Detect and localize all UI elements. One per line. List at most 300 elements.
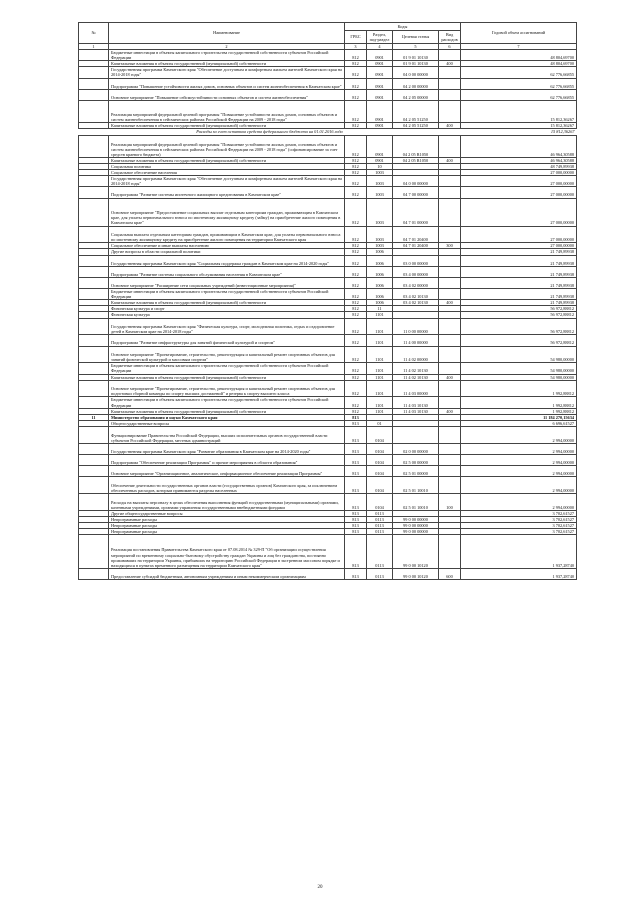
row-razdel: 1003: [367, 198, 393, 226]
row-vr: 400: [439, 374, 461, 380]
row-num: [79, 135, 109, 157]
row-name: Капитальные вложения в объекты государственной (муниципальной) собственности: [109, 123, 345, 129]
row-grbs: 812: [345, 50, 367, 61]
header-num: №: [79, 23, 109, 44]
row-num: [79, 477, 109, 494]
row-sum: 27 000,00000: [461, 226, 577, 243]
row-sum: 62 776,66855: [461, 78, 577, 89]
table-row: [79, 397, 577, 408]
row-grbs: 813: [345, 454, 367, 465]
row-grbs: 812: [345, 100, 367, 122]
row-cs: 04 7 01 00000: [393, 198, 439, 226]
row-grbs: 813: [345, 494, 367, 511]
row-razdel: 1101: [367, 397, 393, 408]
row-grbs: 812: [345, 67, 367, 78]
row-sum: 46 964,30588: [461, 135, 577, 157]
row-name: Обеспечение деятельности государственных органов власти (государственных органов) Камчатского края, за исключением обеспеченных расходов, которым принимаются разделы населенных: [109, 477, 345, 494]
row-grbs: 812: [345, 164, 367, 170]
row-vr: [439, 477, 461, 494]
row-name: Физическая культура и спорт: [109, 306, 345, 312]
table-row: [79, 568, 577, 579]
row-name: Основное мероприятие "Проектирование, строительство, реконструкция и капитальный ремонт спортивных объектов для занятий физической культурой и массовым спортом": [109, 346, 345, 363]
row-grbs: 813: [345, 426, 367, 443]
row-razdel: 1101: [367, 408, 393, 414]
row-name: Подпрограмма "Обеспечение реализации Программы" и прочие мероприятия в области образования": [109, 454, 345, 465]
row-name: Другие общегосударственные вопросы: [109, 510, 345, 516]
table-row: [79, 477, 577, 494]
row-grbs: 812: [345, 306, 367, 312]
row-razdel: 10: [367, 164, 393, 170]
row-sum: 62 776,66855: [461, 89, 577, 100]
row-grbs: 812: [345, 408, 367, 414]
row-grbs: 813: [345, 420, 367, 426]
row-num: [79, 226, 109, 243]
header-grbs: ГРБС: [345, 31, 367, 44]
row-grbs: 813: [345, 516, 367, 522]
row-razdel: 0113: [367, 516, 393, 522]
row-num: [79, 426, 109, 443]
table-row: [79, 466, 577, 477]
row-razdel: 1003: [367, 170, 393, 176]
header-cs: Целевая статья: [393, 31, 439, 44]
row-razdel: 0113: [367, 523, 393, 529]
row-sum: 54 980,00000: [461, 374, 577, 380]
row-grbs: 812: [345, 277, 367, 288]
table-row: [79, 135, 577, 157]
row-razdel: 0901: [367, 50, 393, 61]
row-razdel: 0901: [367, 61, 393, 67]
row-razdel: 0104: [367, 466, 393, 477]
row-vr: [439, 176, 461, 187]
row-name: Государственная программа Камчатского края "Физическая культура, спорт, молодежная политика, отдых и оздоровление детей в Камчатском крае на 2014-2018 годы": [109, 318, 345, 335]
row-cs: 99 0 00 00000: [393, 523, 439, 529]
row-sum: 3 702,61527: [461, 510, 577, 516]
row-razdel: 0901: [367, 78, 393, 89]
row-num: [79, 454, 109, 465]
row-cs: 02 5 01 10010: [393, 477, 439, 494]
row-num: [79, 335, 109, 346]
row-grbs: 812: [345, 300, 367, 306]
header-vr: Вид расходов: [439, 31, 461, 44]
row-razdel: 0104: [367, 494, 393, 511]
row-razdel: 0113: [367, 535, 393, 569]
row-razdel: 1003: [367, 226, 393, 243]
row-num: [79, 318, 109, 335]
row-vr: [439, 67, 461, 78]
row-vr: [439, 335, 461, 346]
row-grbs: 812: [345, 380, 367, 397]
row-cs: 02 5 00 00000: [393, 454, 439, 465]
row-cs: 11 4 02 10130: [393, 374, 439, 380]
row-cs: 02 5 01 00000: [393, 466, 439, 477]
table-row: [79, 78, 577, 89]
row-num: [79, 494, 109, 511]
row-cs: 04 2 05 51250: [393, 123, 439, 129]
row-cs: 99 0 00 00000: [393, 516, 439, 522]
row-sum: 1 992,88812: [461, 397, 577, 408]
row-grbs: 812: [345, 335, 367, 346]
row-vr: [439, 198, 461, 226]
row-num: [79, 67, 109, 78]
row-name: Основное мероприятие "Организационное, аналитическое, информационное обеспечение реализации Программы": [109, 466, 345, 477]
row-name: Реализация мероприятий федеральной целевой программы "Повышение устойчивости жилых домов, основных объектов и систем жизнеобеспечения в сейсмических районах Российской Федерации на 2009 - 2018 годы" (софинансирование за счет средств краевого бюджета): [109, 135, 345, 157]
row-cs: 03 0 00 00000: [393, 255, 439, 266]
row-vr: 400: [439, 408, 461, 414]
row-cs: 04 2 05 R1050: [393, 157, 439, 163]
row-cs: 04 7 00 00000: [393, 187, 439, 198]
table-row: [79, 255, 577, 266]
row-vr: [439, 277, 461, 288]
row-name: Социальное обеспечение и иные выплаты населению: [109, 243, 345, 249]
table-row: [79, 187, 577, 198]
row-vr: [439, 100, 461, 122]
row-vr: [439, 535, 461, 569]
table-row: [79, 289, 577, 300]
row-name: Непрограммные расходы: [109, 529, 345, 535]
row-grbs: 813: [345, 414, 367, 420]
table-row: [79, 454, 577, 465]
colnum: 5: [393, 44, 439, 50]
row-name: Непрограммные расходы: [109, 523, 345, 529]
row-sum: 2 994,00000: [461, 443, 577, 454]
row-sum: 2 994,00000: [461, 477, 577, 494]
row-vr: [439, 266, 461, 277]
colnum: 3: [345, 44, 367, 50]
row-razdel: 0901: [367, 89, 393, 100]
row-cs: 04 2 05 R1050: [393, 135, 439, 157]
row-sum: 2 994,00000: [461, 466, 577, 477]
header-razdel: Раздел, под-раздел: [367, 31, 393, 44]
row-grbs: 812: [345, 289, 367, 300]
row-name: Расходы на выплаты персоналу в целях обеспечения выполнения функций государственными (муниципальными) органами, казенными учреждениями, органами управления государственными внебюджетными фондами: [109, 494, 345, 511]
row-razdel: 1006: [367, 249, 393, 255]
row-cs: 01 9 01 10130: [393, 61, 439, 67]
row-vr: [439, 255, 461, 266]
row-razdel: 1101: [367, 346, 393, 363]
row-razdel: 1101: [367, 374, 393, 380]
row-razdel: 1101: [367, 363, 393, 374]
row-grbs: 812: [345, 255, 367, 266]
colnum: 1: [79, 44, 109, 50]
row-cs: 03 4 02 10130: [393, 289, 439, 300]
row-sum: 2 994,00000: [461, 454, 577, 465]
row-name: Основное мероприятие "Повышение сейсмоустойчивости основных объектов и систем жизнеобеспечения": [109, 89, 345, 100]
row-vr: [439, 89, 461, 100]
row-vr: 400: [439, 300, 461, 306]
row-razdel: 1006: [367, 289, 393, 300]
row-cs: [393, 426, 439, 443]
row-grbs: 812: [345, 318, 367, 335]
row-cs: 99 0 00 10120: [393, 535, 439, 569]
row-num: [79, 277, 109, 288]
row-name: Основное мероприятие "Предоставление социальных выплат отдельным категориям граждан, проживающим в Камчатском крае, для уплаты первоначального взноса по ипотечному жилищному кредиту (займу) на приобретение жилого помещения в Камчатском крае": [109, 198, 345, 226]
row-cs: 02 5 01 10010: [393, 494, 439, 511]
row-name: Министерство образования и науки Камчатского края: [109, 414, 345, 420]
row-sum: 21 749,89938: [461, 277, 577, 288]
row-sum: 2 994,00000: [461, 426, 577, 443]
row-num: [79, 198, 109, 226]
row-razdel: 1006: [367, 277, 393, 288]
row-vr: 400: [439, 61, 461, 67]
row-grbs: 813: [345, 510, 367, 516]
row-sum: 27 000,00000: [461, 176, 577, 187]
row-num: [79, 176, 109, 187]
row-num: [79, 443, 109, 454]
row-sum: 1 992,88812: [461, 408, 577, 414]
row-num: [79, 397, 109, 408]
row-num: [79, 363, 109, 374]
row-grbs: 813: [345, 523, 367, 529]
row-razdel: 1006: [367, 300, 393, 306]
row-grbs: 812: [345, 78, 367, 89]
row-sum: 21 749,89938: [461, 255, 577, 266]
row-vr: [439, 187, 461, 198]
row-vr: 600: [439, 568, 461, 579]
row-cs: 04 2 05 00000: [393, 89, 439, 100]
row-name: Бюджетные инвестиции в объекты капитального строительства государственной собственности субъектов Российской Федерации: [109, 397, 345, 408]
table-row: [79, 426, 577, 443]
row-cs: 04 7 01 20400: [393, 243, 439, 249]
table-row: [79, 198, 577, 226]
row-cs: 11 4 03 10130: [393, 397, 439, 408]
row-cs: 11 4 03 00000: [393, 380, 439, 397]
row-vr: [439, 346, 461, 363]
row-grbs: 812: [345, 397, 367, 408]
row-num: [79, 535, 109, 569]
header-name: Наименование: [109, 23, 345, 44]
row-vr: [439, 397, 461, 408]
row-sum: 21 749,89938: [461, 266, 577, 277]
row-grbs: 812: [345, 61, 367, 67]
table-row: [79, 100, 577, 122]
row-vr: [439, 454, 461, 465]
row-name: Непрограммные расходы: [109, 516, 345, 522]
row-name: Общегосударственные вопросы: [109, 420, 345, 426]
row-grbs: 812: [345, 89, 367, 100]
row-vr: [439, 363, 461, 374]
table-row: [79, 50, 577, 61]
row-cs: 11 4 02 00000: [393, 346, 439, 363]
row-sum: 1 992,88812: [461, 380, 577, 397]
row-grbs: 812: [345, 135, 367, 157]
row-vr: 300: [439, 243, 461, 249]
row-name: Физическая культура: [109, 312, 345, 318]
table-row: [79, 380, 577, 397]
row-razdel: 1006: [367, 255, 393, 266]
row-num: [79, 78, 109, 89]
row-num: [79, 187, 109, 198]
row-vr: [439, 443, 461, 454]
table-body: [79, 50, 577, 580]
table-row: [79, 535, 577, 569]
row-vr: [439, 78, 461, 89]
row-name: Государственная программа Камчатского края "Обеспечение доступным и комфортным жильем жителей Камчатского края на 2014-2018 годы": [109, 67, 345, 78]
row-cs: 04 0 00 00000: [393, 67, 439, 78]
colnum: 7: [461, 44, 577, 50]
row-cs: 04 2 05 51250: [393, 100, 439, 122]
row-razdel: 1003: [367, 187, 393, 198]
row-cs: 03 4 02 00000: [393, 277, 439, 288]
row-name: Капитальные вложения в объекты государственной (муниципальной) собственности: [109, 408, 345, 414]
row-razdel: 0104: [367, 477, 393, 494]
row-razdel: 01: [367, 420, 393, 426]
row-razdel: 1003: [367, 243, 393, 249]
row-grbs: 813: [345, 443, 367, 454]
row-razdel: 1101: [367, 380, 393, 397]
row-grbs: 813: [345, 568, 367, 579]
row-name: Капитальные вложения в объекты государственной (муниципальной) собственности: [109, 374, 345, 380]
row-razdel: 0901: [367, 157, 393, 163]
budget-table: [78, 22, 577, 580]
row-sum: 1 937,28740: [461, 568, 577, 579]
row-num: [79, 255, 109, 266]
row-cs: 03 4 02 10130: [393, 300, 439, 306]
table-row: [79, 226, 577, 243]
row-razdel: 0901: [367, 123, 393, 129]
row-sum: 21 749,89938: [461, 249, 577, 255]
budget-page: [78, 22, 576, 580]
row-grbs: 812: [345, 123, 367, 129]
row-num: [79, 568, 109, 579]
row-num: [79, 346, 109, 363]
row-sum: 2 994,00000: [461, 494, 577, 511]
row-vr: 400: [439, 157, 461, 163]
row-sum: 62 776,66855: [461, 67, 577, 78]
row-sum: 6 696,61527: [461, 420, 577, 426]
row-name: Государственная программа Камчатского края "Социальная поддержка граждан в Камчатском крае на 2014-2020 годы": [109, 255, 345, 266]
row-vr: 100: [439, 494, 461, 511]
row-sum: 54 980,00000: [461, 363, 577, 374]
table-row: [79, 318, 577, 335]
page-number: 20: [317, 885, 323, 890]
table-row: [79, 346, 577, 363]
row-name: Подпрограмма "Повышение устойчивости жилых домов, основных объектов и систем жизнеобеспечения в Камчатском крае": [109, 78, 345, 89]
row-grbs: 812: [345, 312, 367, 318]
row-name: Бюджетные инвестиции в объекты капитального строительства государственной собственности субъектов Российской Федерации: [109, 289, 345, 300]
row-name: Бюджетные инвестиции в объекты капитального строительства государственной собственности субъектов Российской Федерации: [109, 363, 345, 374]
row-sum: 56 972,88812: [461, 306, 577, 312]
row-razdel: 1101: [367, 335, 393, 346]
row-sum: 48 804,69700: [461, 50, 577, 61]
row-grbs: 812: [345, 157, 367, 163]
table-row: [79, 443, 577, 454]
table-row: [79, 277, 577, 288]
row-name: Предоставление субсидий бюджетным, автономным учреждениям и иным некоммерческим организациям: [109, 568, 345, 579]
row-razdel: 1006: [367, 266, 393, 277]
row-num: [79, 100, 109, 122]
row-cs: 11 4 00 00000: [393, 335, 439, 346]
row-sum: 11 184 270,15634: [461, 414, 577, 420]
row-razdel: 0104: [367, 454, 393, 465]
row-sum: 1 937,28740: [461, 535, 577, 569]
row-vr: [439, 135, 461, 157]
row-grbs: 813: [345, 535, 367, 569]
row-razdel: 1101: [367, 318, 393, 335]
row-cs: 01 9 01 10130: [393, 50, 439, 61]
row-razdel: 0104: [367, 443, 393, 454]
row-vr: [439, 318, 461, 335]
row-grbs: 812: [345, 346, 367, 363]
row-sum: 3 702,61527: [461, 529, 577, 535]
row-razdel: 0901: [367, 67, 393, 78]
row-razdel: 0113: [367, 510, 393, 516]
row-vr: [439, 289, 461, 300]
row-cs: 11 4 03 10130: [393, 408, 439, 414]
row-name: Капитальные вложения в объекты государственной (муниципальной) собственности: [109, 157, 345, 163]
row-cs: 99 0 00 00000: [393, 529, 439, 535]
table-row: [79, 494, 577, 511]
note-text: Расходы за счет остатков средств федерального бюджета на 01.01.2016 года: [79, 129, 461, 135]
row-name: Подпрограмма "Развитие системы ипотечного жилищного кредитования в Камчатском крае": [109, 187, 345, 198]
row-num: [79, 50, 109, 61]
row-grbs: 812: [345, 170, 367, 176]
row-name: Социальное обеспечение населения: [109, 170, 345, 176]
row-razdel: 0901: [367, 135, 393, 157]
row-sum: 48 749,89938: [461, 164, 577, 170]
colnum: 2: [109, 44, 345, 50]
row-cs: 02 0 00 00000: [393, 443, 439, 454]
row-cs: 04 0 00 00000: [393, 176, 439, 187]
header-codes: Коды: [345, 23, 461, 31]
row-grbs: 812: [345, 374, 367, 380]
row-sum: 46 964,30588: [461, 157, 577, 163]
row-name: Государственная программа Камчатского края "Развитие образования в Камчатском крае на 2014-2020 годы": [109, 443, 345, 454]
row-num: [79, 466, 109, 477]
row-name: Другие вопросы в области социальной политики: [109, 249, 345, 255]
row-sum: 56 972,88812: [461, 335, 577, 346]
row-vr: [439, 50, 461, 61]
row-grbs: 812: [345, 187, 367, 198]
table-row: [79, 67, 577, 78]
row-cs: 03 4 00 00000: [393, 266, 439, 277]
row-name: Бюджетные инвестиции в объекты капитального строительства государственной собственности субъектов Российской Федерации: [109, 50, 345, 61]
colnum: 6: [439, 44, 461, 50]
row-sum: 27 000,00000: [461, 243, 577, 249]
table-header: [79, 23, 577, 50]
colnum: 4: [367, 44, 393, 50]
row-sum: 48 804,69700: [461, 61, 577, 67]
row-name: Социальная политика: [109, 164, 345, 170]
row-sum: 3 702,61527: [461, 516, 577, 522]
row-sum: 15 812,36267: [461, 100, 577, 122]
row-num: [79, 266, 109, 277]
row-razdel: 0113: [367, 529, 393, 535]
row-name: Капитальные вложения в объекты государственной (муниципальной) собственности: [109, 61, 345, 67]
row-cs: 11 4 02 10130: [393, 363, 439, 374]
row-grbs: 812: [345, 198, 367, 226]
row-grbs: 812: [345, 266, 367, 277]
row-razdel: 1101: [367, 312, 393, 318]
row-sum: 56 972,88812: [461, 318, 577, 335]
row-vr: 400: [439, 123, 461, 129]
table-row: [79, 363, 577, 374]
row-razdel: 0113: [367, 568, 393, 579]
table-row: [79, 176, 577, 187]
row-name: Основное мероприятие "Проектирование, строительство, реконструкция и капитальный ремонт спортивных объектов для подготовки сборной команды по спорту высших достижений" и резерва к спорту высшего класса: [109, 380, 345, 397]
row-grbs: 813: [345, 477, 367, 494]
row-num: [79, 380, 109, 397]
row-sum: 27 000,00000: [461, 187, 577, 198]
row-vr: [439, 466, 461, 477]
table-row: [79, 335, 577, 346]
note-sum: 15 812,36267: [461, 129, 577, 135]
row-sum: 15 812,36267: [461, 123, 577, 129]
row-name: Реализация постановления Правительства Камчатского края от 07.08.2014 № 329-П "Об организации осуществления мероприятий по временному социально-бытовому обустройству граждан Украины и лиц без гражданства, постоянно проживавших на территории Украины, прибывших на территорию Российской Федерации в экстренном массовом порядке и находящихся в пунктах временного размещения на территории Камчатского края": [109, 535, 345, 569]
table-row: [79, 89, 577, 100]
row-num: [79, 289, 109, 300]
row-name: Социальная выплата отдельным категориям граждан, проживающим в Камчатском крае, для уплаты первоначального взноса по ипотечному жилищному кредиту на приобретение жилого помещения на территории Камчатского края: [109, 226, 345, 243]
row-name: Функционирование Правительства Российской Федерации, высших исполнительных органов государственной власти субъектов Российской Федерации, местных администраций: [109, 426, 345, 443]
